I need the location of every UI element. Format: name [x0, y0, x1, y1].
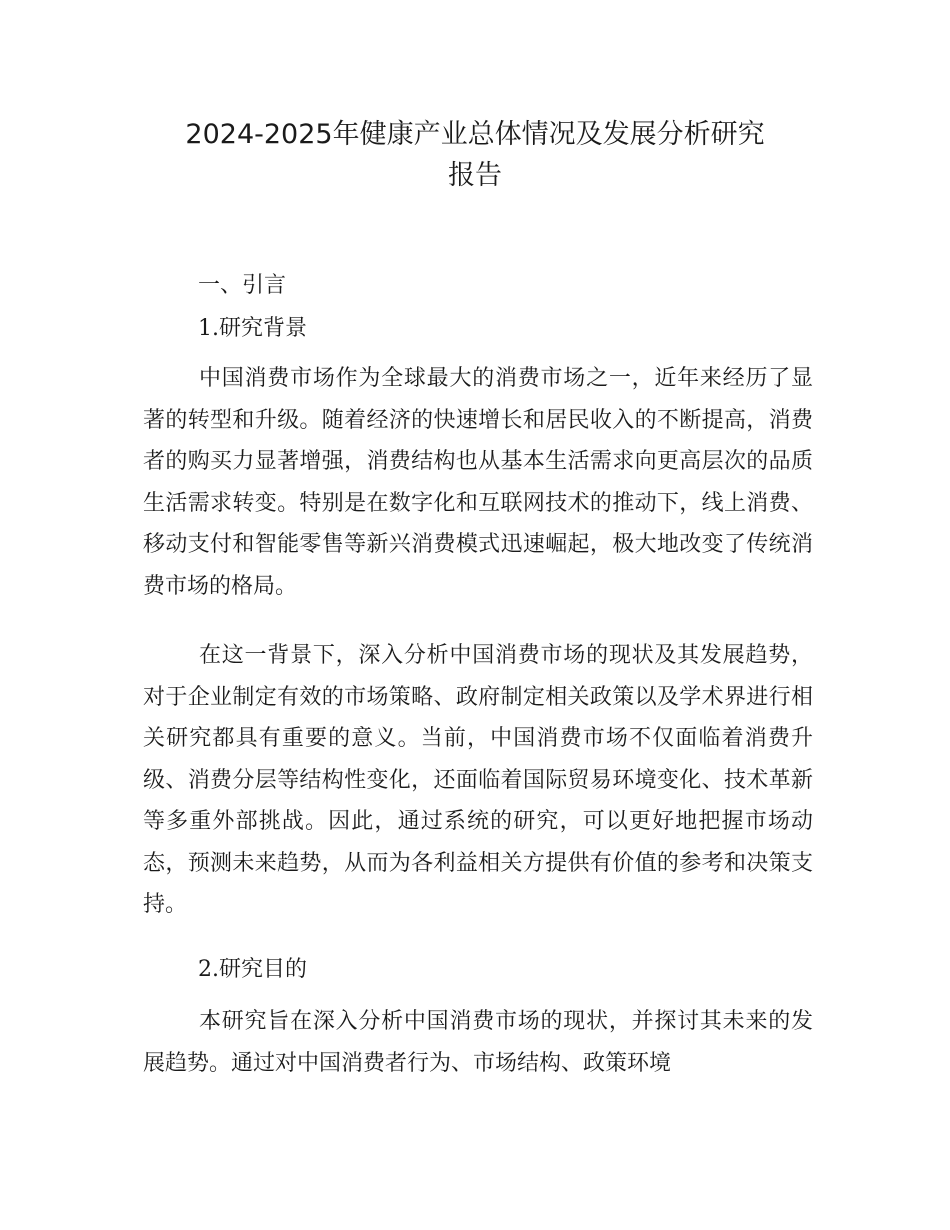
subsection-heading-purpose: 2.研究目的 — [198, 957, 307, 982]
paragraph-background-1: 中国消费市场作为全球最大的消费市场之一，近年来经历了显著的转型和升级。随着经济的快速增长和居民收入的不断提高，消费者的购买力显著增强，消费结构也从基本生活需求向更高层次的品质生活需求转变。特别是在数字化和互联网技术的推动下，线上消费、移动支付和智能零售等新兴消费模式迅速崛起，极大地改变了传统消费市场的格局。 — [143, 366, 813, 599]
document-title-line-2: 报告 — [448, 160, 502, 191]
subsection-heading-background: 1.研究背景 — [198, 316, 307, 341]
document-title-line-1: 2024-2025年健康产业总体情况及发展分析研究 — [185, 119, 765, 150]
paragraph-purpose: 本研究旨在深入分析中国消费市场的现状，并探讨其未来的发展趋势。通过对中国消费者行为、市场结构、政策环境 — [143, 1009, 813, 1076]
section-heading-introduction: 一、引言 — [198, 273, 287, 298]
paragraph-background-2: 在这一背景下，深入分析中国消费市场的现状及其发展趋势，对于企业制定有效的市场策略、政府制定相关政策以及学术界进行相关研究都具有重要的意义。当前，中国消费市场不仅面临着消费升级、消费分层等结构性变化，还面临着国际贸易环境变化、技术革新等多重外部挑战。因此，通过系统的研究，可以更好地把握市场动态，预测未来趋势，从而为各利益相关方提供有价值的参考和决策支持。 — [143, 643, 813, 917]
